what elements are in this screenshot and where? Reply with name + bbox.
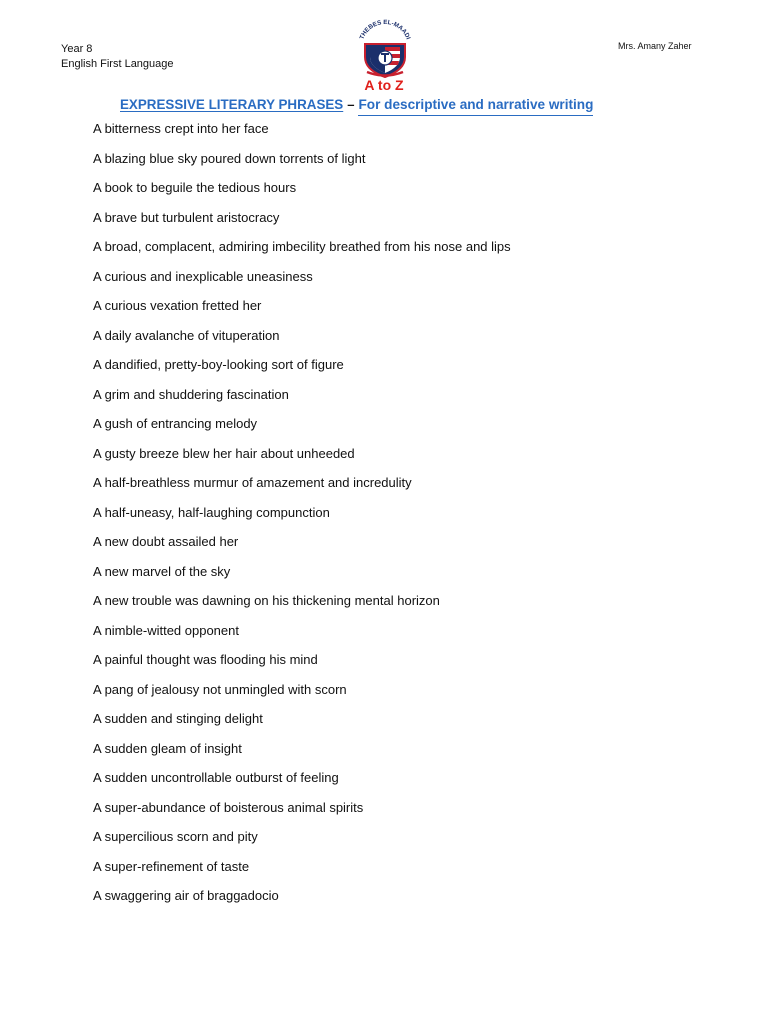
year-label: Year 8 bbox=[61, 43, 93, 55]
list-item: A sudden gleam of insight bbox=[93, 740, 242, 756]
list-item: A book to beguile the tedious hours bbox=[93, 180, 297, 195]
list-item: A painful thought was flooding his mind bbox=[93, 652, 318, 667]
list-item: A grim and shuddering fascination bbox=[93, 386, 289, 402]
list-item: A curious and inexplicable uneasiness bbox=[93, 268, 313, 284]
teacher-name: Mrs. Amany Zaher bbox=[618, 41, 692, 51]
subject-label: English First Language bbox=[61, 58, 174, 70]
list-item: A supercilious scorn and pity bbox=[93, 829, 258, 844]
list-item: A new doubt assailed her bbox=[93, 534, 239, 549]
header-left bbox=[61, 42, 174, 72]
list-item: A pang of jealousy not unmingled with scorn bbox=[93, 681, 347, 697]
list-item: A daily avalanche of vituperation bbox=[93, 327, 280, 343]
logo-arc-text: THEBES EL-MAADI bbox=[358, 18, 412, 41]
list-item: A gush of entrancing melody bbox=[93, 416, 258, 431]
list-item: A super-refinement of taste bbox=[93, 858, 250, 874]
atoz-heading: A to Z bbox=[364, 77, 404, 93]
list-item: A new marvel of the sky bbox=[93, 563, 231, 579]
list-item: A brave but turbulent aristocracy bbox=[93, 209, 280, 225]
title-dash: – bbox=[347, 97, 355, 112]
phrase-list bbox=[93, 119, 511, 916]
list-item: A super-abundance of boisterous animal spirits bbox=[93, 799, 364, 815]
school-crest-logo bbox=[353, 17, 417, 79]
list-item: A half-uneasy, half-laughing compunction bbox=[93, 504, 330, 520]
list-item: A blazing blue sky poured down torrents of light bbox=[93, 150, 366, 166]
svg-text:THEBES EL-MAADI bbox=[358, 19, 411, 41]
list-item: A nimble-witted opponent bbox=[93, 622, 239, 638]
list-item: A new trouble was dawning on his thickening mental horizon bbox=[93, 593, 440, 608]
list-item: A curious vexation fretted her bbox=[93, 298, 262, 313]
list-item: A sudden and stinging delight bbox=[93, 711, 263, 726]
list-item: A gusty breeze blew her hair about unheeded bbox=[93, 445, 355, 461]
document-title bbox=[120, 96, 593, 116]
list-item: A dandified, pretty-boy-looking sort of figure bbox=[93, 357, 344, 372]
list-item: A sudden uncontrollable outburst of feeling bbox=[93, 770, 339, 785]
list-item: A bitterness crept into her face bbox=[93, 121, 269, 136]
title-main: EXPRESSIVE LITERARY PHRASES bbox=[120, 97, 344, 112]
list-item: A broad, complacent, admiring imbecility breathed from his nose and lips bbox=[93, 239, 511, 254]
list-item: A half-breathless murmur of amazement and incredulity bbox=[93, 475, 412, 490]
list-item: A swaggering air of braggadocio bbox=[93, 888, 279, 903]
title-subtitle: For descriptive and narrative writing bbox=[358, 96, 593, 116]
